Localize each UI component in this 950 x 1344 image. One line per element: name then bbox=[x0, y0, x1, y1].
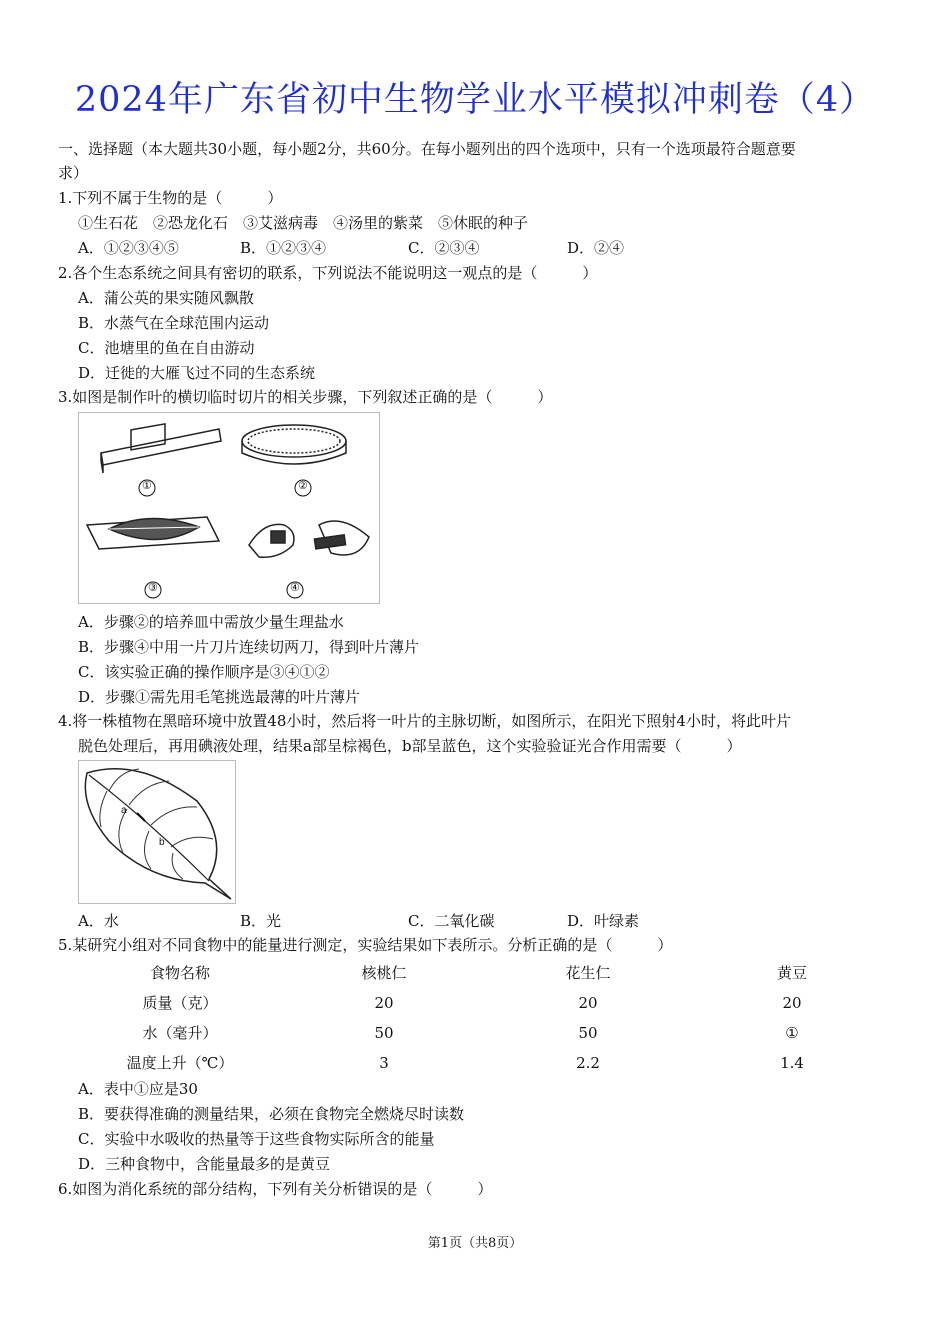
step3-leaf-on-glass-drawing bbox=[87, 517, 219, 549]
q5-option-c: C．实验中水吸收的热量等于这些食物实际所含的能量 bbox=[78, 1130, 435, 1148]
q3-stem: 3.如图是制作叶的横切临时切片的相关步骤，下列叙述正确的是（ ） bbox=[58, 388, 553, 406]
q3-option-c: C．该实验正确的操作顺序是③④①② bbox=[78, 663, 330, 681]
step3-label: ③ bbox=[148, 582, 158, 594]
q5-option-b: B．要获得准确的测量结果，必须在食物完全燃烧尽时读数 bbox=[78, 1105, 465, 1123]
table-cell: 2.2 bbox=[576, 1054, 600, 1072]
q4-option-c: C．二氧化碳 bbox=[408, 912, 495, 930]
q2-option-a: A．蒲公英的果实随风飘散 bbox=[78, 289, 254, 307]
leaf-slice-steps-drawing bbox=[79, 413, 379, 603]
leaf-label-a: a bbox=[121, 805, 127, 816]
step4-label: ④ bbox=[290, 582, 300, 594]
q4-option-b: B．光 bbox=[240, 912, 282, 930]
q4-option-d: D．叶绿素 bbox=[567, 912, 640, 930]
table-cell: 50 bbox=[578, 1024, 598, 1042]
table-header: 黄豆 bbox=[776, 964, 807, 982]
step1-label: ① bbox=[142, 480, 152, 492]
leaf-figure bbox=[78, 760, 236, 904]
q4-option-a: A．水 bbox=[78, 912, 119, 930]
table-cell: 1.4 bbox=[780, 1054, 804, 1072]
step2-petri-dish-drawing bbox=[242, 425, 346, 464]
q3-option-b: B．步骤④中用一片刀片连续切两刀，得到叶片薄片 bbox=[78, 638, 420, 656]
q5-stem: 5.某研究小组对不同食物中的能量进行测定，实验结果如下表所示。分析正确的是（ ） bbox=[58, 936, 673, 954]
q1-items: ①生石花 ②恐龙化石 ③艾滋病毒 ④汤里的紫菜 ⑤休眠的种子 bbox=[78, 214, 529, 232]
table-cell: 20 bbox=[578, 994, 598, 1012]
q2-option-b: B．水蒸气在全球范围内运动 bbox=[78, 314, 270, 332]
q1-option-b: B．①②③④ bbox=[240, 239, 327, 257]
q3-option-d: D．步骤①需先用毛笔挑选最薄的叶片薄片 bbox=[78, 688, 361, 706]
q2-option-c: C．池塘里的鱼在自由游动 bbox=[78, 339, 255, 357]
q1-option-d: D．②④ bbox=[567, 239, 625, 257]
q1-option-a: A．①②③④⑤ bbox=[78, 239, 179, 257]
q5-option-a: A．表中①应是30 bbox=[78, 1080, 198, 1098]
leaf-slice-steps-figure bbox=[78, 412, 380, 604]
q4-stem: 4.将一株植物在黑暗环境中放置48小时，然后将一叶片的主脉切断，如图所示，在阳光下照射4小时，将此叶片 bbox=[58, 712, 791, 730]
table-cell: 3 bbox=[379, 1054, 389, 1072]
q2-stem: 2.各个生态系统之间具有密切的联系，下列说法不能说明这一观点的是（ ） bbox=[58, 264, 598, 282]
page-title: 2024年广东省初中生物学业水平模拟冲刺卷（4） bbox=[74, 80, 876, 120]
section-heading-cont: 求） bbox=[58, 164, 89, 182]
table-cell: ① bbox=[785, 1024, 799, 1042]
q2-option-d: D．迁徙的大雁飞过不同的生态系统 bbox=[78, 364, 316, 382]
section-heading: 一、选择题（本大题共30小题，每小题2分，共60分。在每小题列出的四个选项中，只有一个选项最符合题意要 bbox=[58, 140, 796, 158]
leaf-label-b: b bbox=[159, 837, 165, 848]
page-footer: 第1页（共8页） bbox=[427, 1236, 523, 1251]
q1-option-c: C．②③④ bbox=[408, 239, 480, 257]
table-cell: 50 bbox=[374, 1024, 394, 1042]
leaf-drawing bbox=[79, 761, 235, 903]
table-header: 花生仁 bbox=[565, 964, 611, 982]
table-header: 食物名称 bbox=[149, 964, 210, 982]
q6-stem: 6.如图为消化系统的部分结构，下列有关分析错误的是（ ） bbox=[58, 1180, 493, 1198]
step1-slide-drawing bbox=[101, 424, 221, 473]
step4-hands-cutting-drawing bbox=[249, 521, 369, 557]
table-cell: 温度上升（℃） bbox=[126, 1054, 234, 1072]
q1-stem: 1.下列不属于生物的是（ ） bbox=[58, 189, 283, 207]
table-cell: 20 bbox=[374, 994, 394, 1012]
table-cell: 20 bbox=[782, 994, 802, 1012]
q4-stem-cont: 脱色处理后，再用碘液处理，结果a部呈棕褐色，b部呈蓝色，这个实验验证光合作用需要（ ） bbox=[78, 737, 742, 755]
q5-option-d: D．三种食物中，含能量最多的是黄豆 bbox=[78, 1155, 331, 1173]
table-cell: 水（毫升） bbox=[142, 1024, 218, 1042]
table-header: 核桃仁 bbox=[361, 964, 407, 982]
table-cell: 质量（克） bbox=[142, 994, 218, 1012]
step2-label: ② bbox=[298, 480, 308, 492]
q3-option-a: A．步骤②的培养皿中需放少量生理盐水 bbox=[78, 613, 344, 631]
